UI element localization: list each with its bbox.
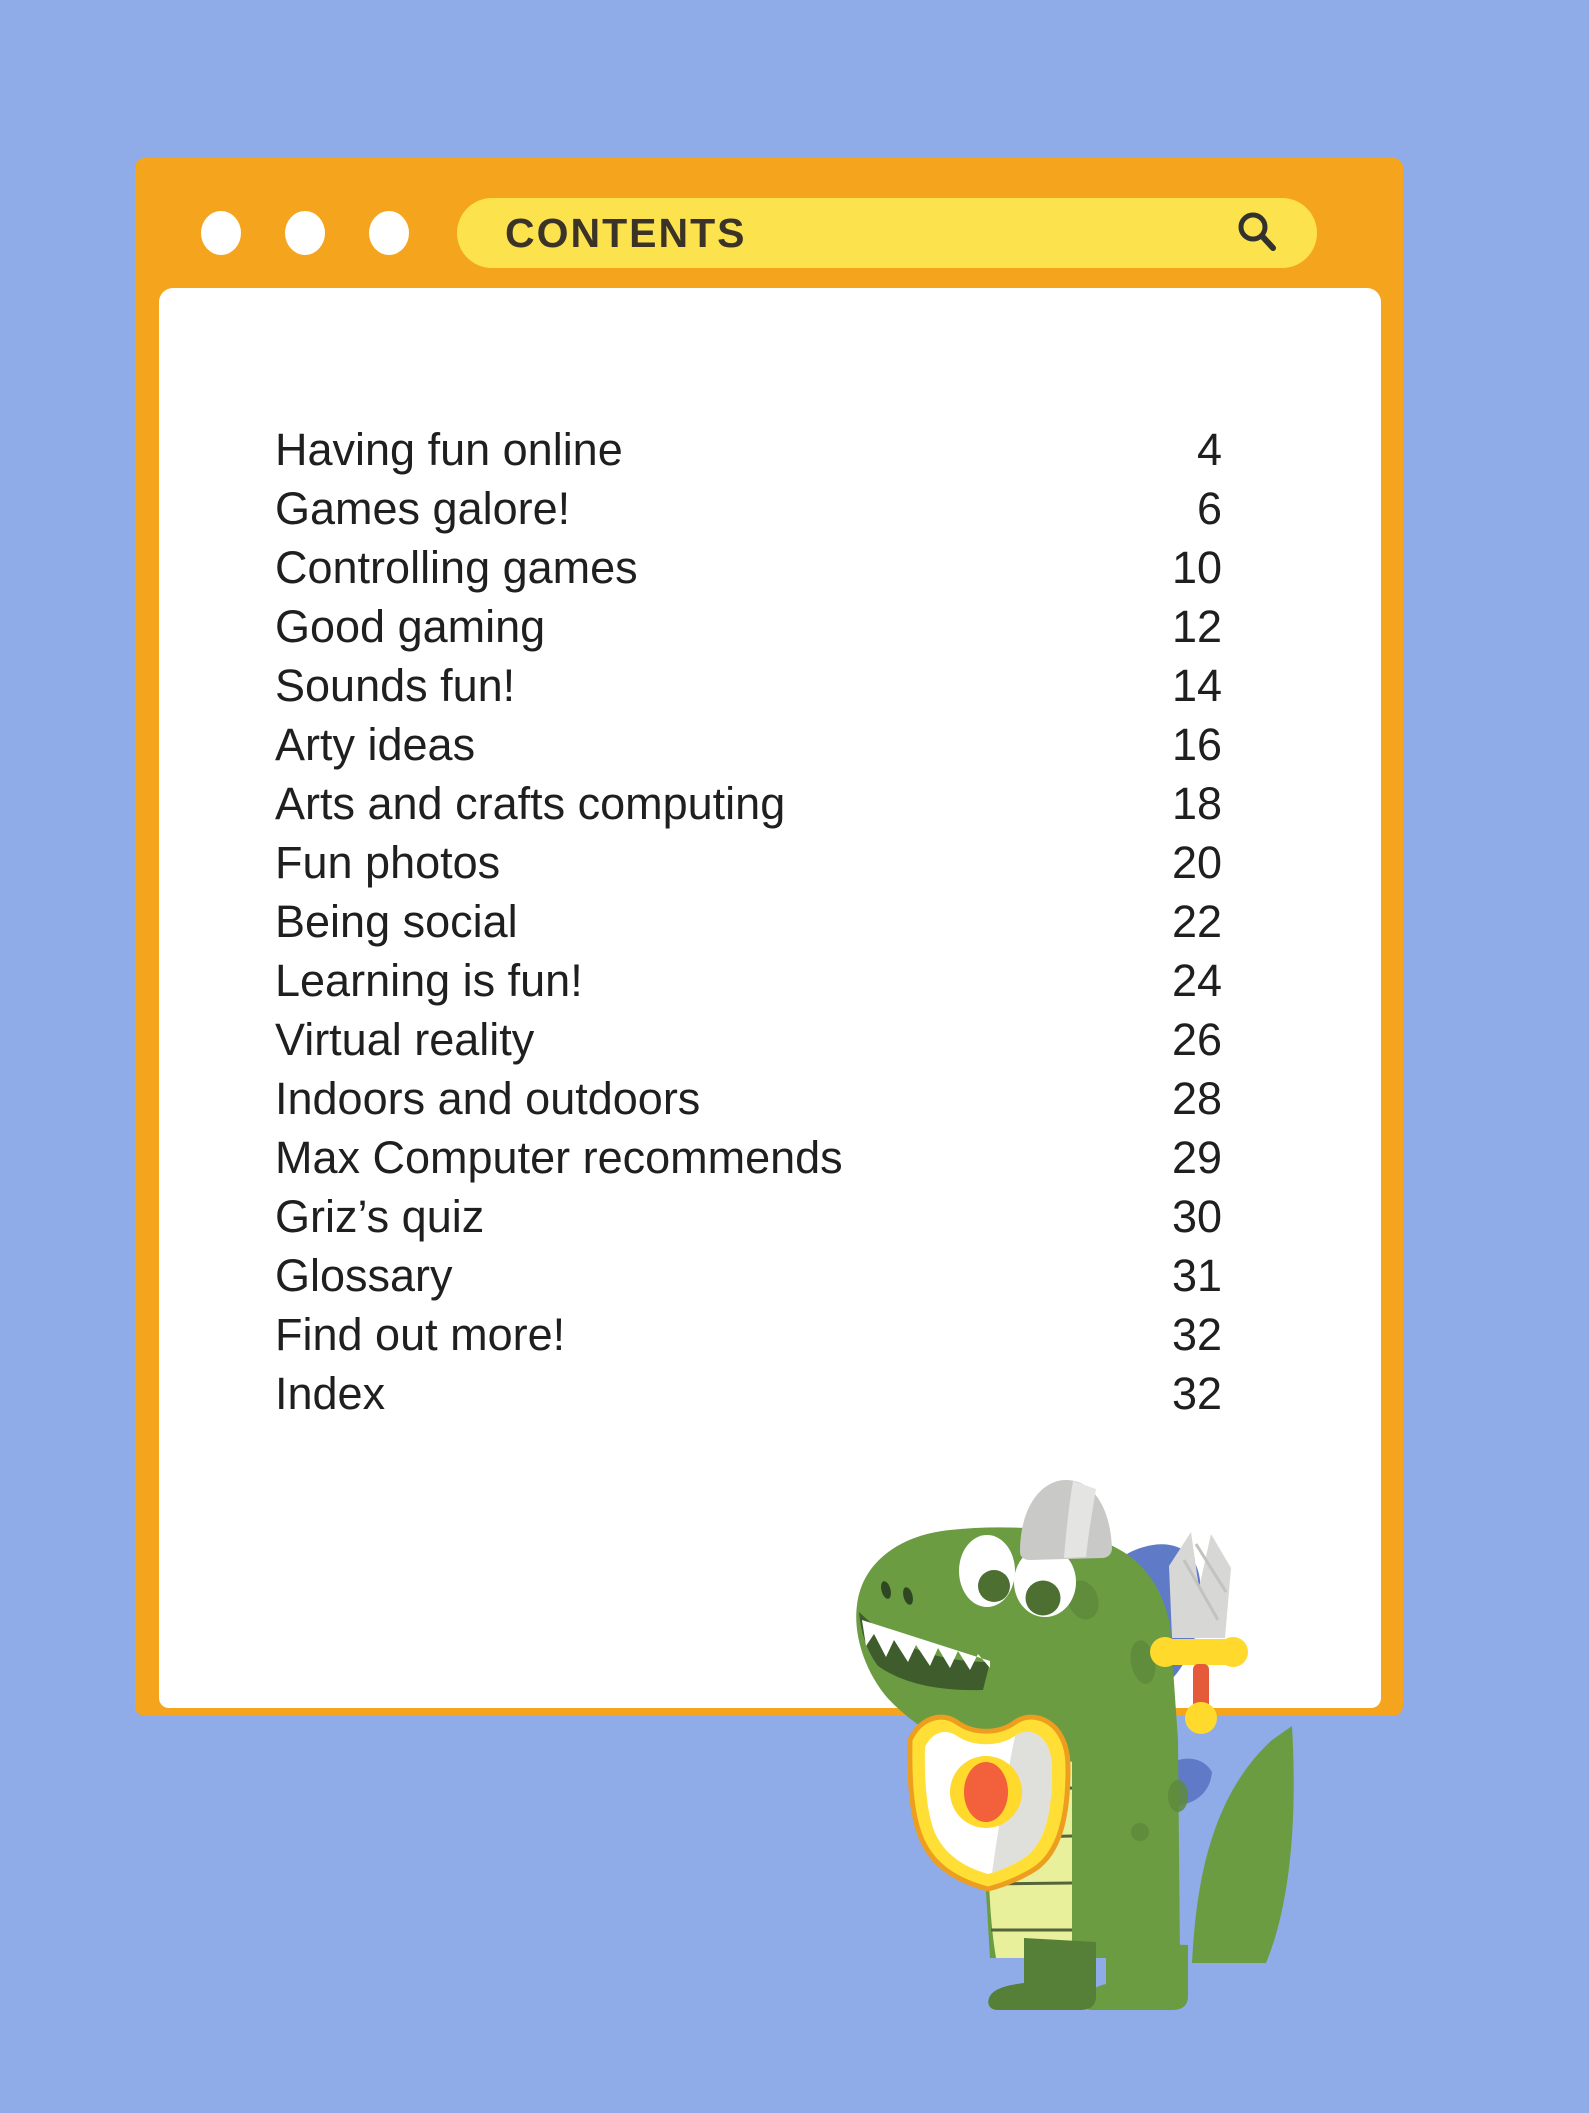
list-item [275, 1128, 1222, 1187]
toc-entry-page: 18 [1171, 777, 1222, 829]
toc-entry-page: 20 [1171, 836, 1222, 888]
toc-entry-page: 12 [1171, 600, 1222, 652]
list-item [275, 774, 1222, 833]
toc-entry-label: Learning is fun! [275, 954, 583, 1006]
toc-entry-label: Find out more! [275, 1308, 566, 1360]
toc-entry-label: Glossary [275, 1249, 453, 1301]
toc-entry-label: Being social [275, 895, 518, 947]
toc-entry-label: Sounds fun! [275, 659, 516, 711]
toc-entry-page: 14 [1171, 659, 1222, 711]
list-item [275, 597, 1222, 656]
toc-entry-label: Games galore! [275, 482, 571, 534]
helmet-icon [1020, 1480, 1112, 1560]
list-item [275, 833, 1222, 892]
toc-entry-page: 31 [1171, 1249, 1222, 1301]
search-icon[interactable] [1235, 211, 1279, 255]
toc-entry-label: Max Computer recommends [275, 1131, 843, 1183]
toc-entry-label: Index [275, 1367, 386, 1419]
toc-entry-page: 22 [1171, 895, 1222, 947]
list-item [275, 420, 1222, 479]
toc-entry-label: Griz’s quiz [275, 1190, 485, 1242]
window-dot-icon[interactable] [201, 211, 241, 255]
list-item [275, 1305, 1222, 1364]
list-item [275, 951, 1222, 1010]
toc-entry-label: Arty ideas [275, 718, 476, 770]
list-item [275, 479, 1222, 538]
shield-icon [910, 1717, 1068, 1889]
title-pill [457, 198, 1317, 268]
toc-entry-label: Controlling games [275, 541, 638, 593]
toc-entry-page: 28 [1171, 1072, 1222, 1124]
toc-entry-page: 30 [1171, 1190, 1222, 1242]
toc-entry-page: 32 [1171, 1308, 1222, 1360]
page-title: CONTENTS [505, 209, 747, 256]
contents-list [275, 420, 1222, 1423]
list-item [275, 1069, 1222, 1128]
list-item [275, 892, 1222, 951]
toc-entry-label: Good gaming [275, 600, 546, 652]
dino-tail [1192, 1726, 1294, 1963]
toc-entry-label: Virtual reality [275, 1013, 535, 1065]
toc-entry-page: 26 [1171, 1013, 1222, 1065]
toc-entry-page: 32 [1171, 1367, 1222, 1419]
toc-entry-label: Indoors and outdoors [275, 1072, 701, 1124]
toc-entry-page: 24 [1171, 954, 1222, 1006]
window-dot-icon[interactable] [369, 211, 409, 255]
list-item [275, 1246, 1222, 1305]
toc-entry-page: 6 [1196, 482, 1222, 534]
list-item [275, 656, 1222, 715]
toc-entry-page: 10 [1171, 541, 1222, 593]
toc-entry-label: Having fun online [275, 423, 623, 475]
list-item [275, 715, 1222, 774]
window-dot-icon[interactable] [285, 211, 325, 255]
list-item [275, 1364, 1222, 1423]
list-item [275, 1010, 1222, 1069]
list-item [275, 1187, 1222, 1246]
list-item [275, 538, 1222, 597]
toc-entry-label: Fun photos [275, 836, 501, 888]
toc-entry-label: Arts and crafts computing [275, 777, 786, 829]
toc-entry-page: 29 [1171, 1131, 1222, 1183]
dinosaur-illustration [840, 1440, 1320, 2040]
toc-entry-page: 16 [1171, 718, 1222, 770]
toc-entry-page: 4 [1196, 423, 1222, 475]
